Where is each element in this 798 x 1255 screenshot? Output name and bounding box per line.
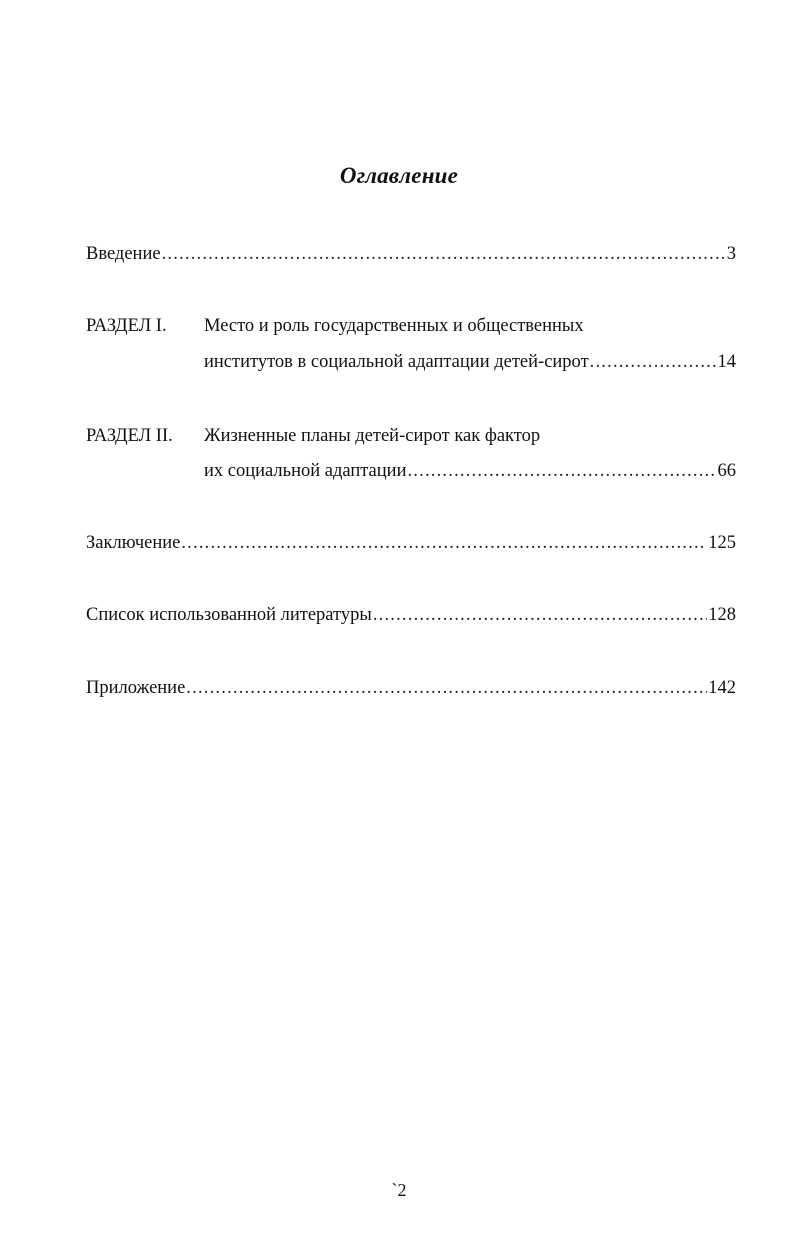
section-2-title-line1[interactable]: Жизненные планы детей-сирот как фактор xyxy=(204,426,541,446)
section-1-number: РАЗДЕЛ I. xyxy=(86,316,167,336)
page-title: Оглавление xyxy=(339,163,459,188)
toc-entry-page: 66 xyxy=(717,461,736,481)
toc-entry-appendix[interactable] xyxy=(86,676,736,700)
dot-leader xyxy=(373,603,707,627)
dot-leader xyxy=(181,531,707,555)
dot-leader xyxy=(162,242,726,266)
toc-entry-page: 142 xyxy=(708,678,736,698)
toc-entry-page: 125 xyxy=(708,533,736,553)
toc-entry-conclusion[interactable] xyxy=(86,531,736,555)
dot-leader xyxy=(590,350,717,374)
toc-entry-bibliography[interactable] xyxy=(86,603,736,627)
section-1-title-line2: институтов в социальной адаптации детей-сирот xyxy=(204,352,589,372)
toc-entry-page: 3 xyxy=(726,244,736,264)
toc-entry-page: 128 xyxy=(708,605,736,625)
dot-leader xyxy=(407,459,716,483)
toc-entry-label: Список использованной литературы xyxy=(86,605,372,625)
toc-entry-section-1[interactable] xyxy=(204,350,736,374)
toc-entry-section-2[interactable] xyxy=(204,459,736,483)
dot-leader xyxy=(186,676,707,700)
section-1-title-line1[interactable]: Место и роль государственных и общественных xyxy=(204,316,584,336)
page-number: `2 xyxy=(391,1180,407,1200)
section-2-title-line2: их социальной адаптации xyxy=(204,461,407,481)
section-2-number: РАЗДЕЛ II. xyxy=(86,426,173,446)
toc-entry-label: Введение xyxy=(86,244,161,264)
toc-entry-intro[interactable] xyxy=(86,242,736,266)
toc-entry-page: 14 xyxy=(717,352,736,372)
toc-entry-label: Заключение xyxy=(86,533,181,553)
toc-entry-label: Приложение xyxy=(86,678,186,698)
